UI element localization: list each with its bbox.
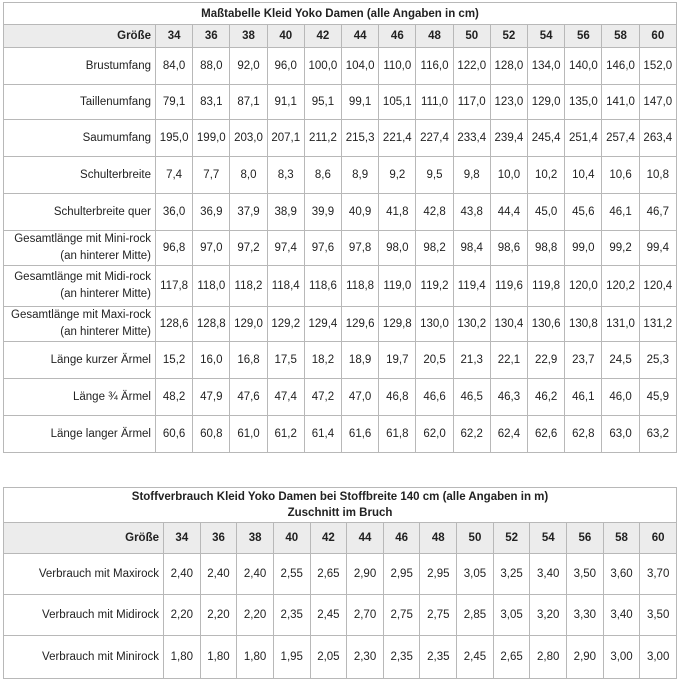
fabric-value-cell: 2,35 (273, 595, 310, 636)
measurement-value-cell: 47,4 (267, 379, 304, 416)
measurement-value-cell: 118,8 (342, 266, 379, 307)
measurement-row-label: Taillenumfang (4, 85, 156, 120)
measurement-value-cell: 84,0 (156, 48, 193, 85)
size-header-cell: 48 (416, 25, 453, 48)
measurement-value-cell: 215,3 (342, 120, 379, 157)
fabric-size-header-cell: 42 (310, 523, 347, 554)
measurement-row (4, 266, 677, 307)
measurement-value-cell: 97,4 (267, 231, 304, 266)
measurement-value-cell: 60,6 (156, 416, 193, 453)
fabric-value-cell: 2,70 (347, 595, 384, 636)
measurement-value-cell: 63,0 (602, 416, 639, 453)
measurement-value-cell: 118,0 (193, 266, 230, 307)
measurement-value-cell: 46,1 (565, 379, 602, 416)
fabric-row (4, 636, 677, 679)
measurement-value-cell: 199,0 (193, 120, 230, 157)
fabric-size-header-cell: 58 (603, 523, 640, 554)
measurement-value-cell: 251,4 (565, 120, 602, 157)
size-header-cell: 56 (565, 25, 602, 48)
measurement-value-cell: 16,8 (230, 342, 267, 379)
measurement-value-cell: 37,9 (230, 194, 267, 231)
measurement-value-cell: 135,0 (565, 85, 602, 120)
fabric-value-cell: 2,30 (347, 636, 384, 679)
measurement-value-cell: 46,5 (453, 379, 490, 416)
measurement-value-cell: 16,0 (193, 342, 230, 379)
fabric-subtitle-line: Zuschnitt im Bruch (287, 507, 393, 519)
fabric-value-cell: 3,60 (603, 554, 640, 595)
measurement-value-cell: 116,0 (416, 48, 453, 85)
measurement-value-cell: 221,4 (379, 120, 416, 157)
measurement-value-cell: 100,0 (304, 48, 341, 85)
measurement-value-cell: 97,2 (230, 231, 267, 266)
measurement-value-cell: 120,2 (602, 266, 639, 307)
measurement-value-cell: 47,2 (304, 379, 341, 416)
measurement-value-cell: 43,8 (453, 194, 490, 231)
measurement-value-cell: 10,2 (528, 157, 565, 194)
measurement-value-cell: 20,5 (416, 342, 453, 379)
measurement-value-cell: 99,1 (342, 85, 379, 120)
measurement-value-cell: 46,6 (416, 379, 453, 416)
size-header-cell: 38 (230, 25, 267, 48)
measurement-value-cell: 87,1 (230, 85, 267, 120)
measurement-value-cell: 19,7 (379, 342, 416, 379)
fabric-value-cell: 1,95 (273, 636, 310, 679)
fabric-value-cell: 3,05 (493, 595, 530, 636)
measurement-value-cell: 129,0 (230, 307, 267, 342)
fabric-value-cell: 3,00 (640, 636, 677, 679)
measurement-value-cell: 96,0 (267, 48, 304, 85)
size-header-cell: 40 (267, 25, 304, 48)
measurement-value-cell: 61,2 (267, 416, 304, 453)
measurement-value-cell: 128,6 (156, 307, 193, 342)
fabric-size-header-cell: 56 (567, 523, 604, 554)
measurement-value-cell: 46,0 (602, 379, 639, 416)
fabric-value-cell: 2,95 (420, 554, 457, 595)
measurement-value-cell: 239,4 (490, 120, 527, 157)
measurement-value-cell: 98,0 (379, 231, 416, 266)
measurement-value-cell: 118,2 (230, 266, 267, 307)
measurement-value-cell: 110,0 (379, 48, 416, 85)
measurement-value-cell: 97,6 (304, 231, 341, 266)
measurement-value-cell: 245,4 (528, 120, 565, 157)
fabric-row-label: Verbrauch mit Maxirock (4, 554, 164, 595)
measurement-value-cell: 128,0 (490, 48, 527, 85)
measurement-value-cell: 129,2 (267, 307, 304, 342)
measurement-value-cell: 8,6 (304, 157, 341, 194)
fabric-table-title (4, 488, 677, 523)
fabric-value-cell: 3,00 (603, 636, 640, 679)
measurement-row (4, 194, 677, 231)
measurement-value-cell: 7,4 (156, 157, 193, 194)
measurement-value-cell: 117,0 (453, 85, 490, 120)
measurement-value-cell: 22,9 (528, 342, 565, 379)
fabric-value-cell: 2,20 (237, 595, 274, 636)
size-header-cell: 52 (490, 25, 527, 48)
fabric-size-header-cell: 48 (420, 523, 457, 554)
measurement-value-cell: 25,3 (639, 342, 676, 379)
measurement-value-cell: 88,0 (193, 48, 230, 85)
measurement-row-label: Länge langer Ärmel (4, 416, 156, 453)
measurement-row-label: Brustumfang (4, 48, 156, 85)
measurement-value-cell: 61,6 (342, 416, 379, 453)
fabric-value-cell: 2,35 (383, 636, 420, 679)
measurement-value-cell: 7,7 (193, 157, 230, 194)
measurement-row-label: Schulterbreite (4, 157, 156, 194)
measurement-value-cell: 129,0 (528, 85, 565, 120)
measurement-value-cell: 62,0 (416, 416, 453, 453)
fabric-size-header-cell: 54 (530, 523, 567, 554)
measurement-value-cell: 62,6 (528, 416, 565, 453)
fabric-value-cell: 3,25 (493, 554, 530, 595)
fabric-size-header-cell: 40 (273, 523, 310, 554)
fabric-value-cell: 2,90 (347, 554, 384, 595)
fabric-value-cell: 1,80 (237, 636, 274, 679)
measurement-value-cell: 99,2 (602, 231, 639, 266)
measurement-value-cell: 62,4 (490, 416, 527, 453)
measurement-value-cell: 91,1 (267, 85, 304, 120)
measurement-value-cell: 10,8 (639, 157, 676, 194)
measurement-value-cell: 119,2 (416, 266, 453, 307)
measurement-value-cell: 45,0 (528, 194, 565, 231)
fabric-value-cell: 2,45 (457, 636, 494, 679)
measurement-row (4, 48, 677, 85)
measurement-value-cell: 83,1 (193, 85, 230, 120)
measurement-value-cell: 227,4 (416, 120, 453, 157)
measurement-value-cell: 119,8 (528, 266, 565, 307)
size-header-row (4, 25, 677, 48)
measurement-value-cell: 123,0 (490, 85, 527, 120)
measurement-value-cell: 61,8 (379, 416, 416, 453)
measurement-value-cell: 99,4 (639, 231, 676, 266)
measurement-row-label: Gesamtlänge mit Maxi-rock (an hinterer Mitte) (4, 307, 156, 342)
measurement-value-cell: 61,4 (304, 416, 341, 453)
measurement-value-cell: 47,6 (230, 379, 267, 416)
measurement-value-cell: 97,0 (193, 231, 230, 266)
measurement-value-cell: 36,9 (193, 194, 230, 231)
fabric-value-cell: 2,95 (383, 554, 420, 595)
measurement-value-cell: 46,1 (602, 194, 639, 231)
fabric-row-label: Verbrauch mit Midirock (4, 595, 164, 636)
measurement-value-cell: 60,8 (193, 416, 230, 453)
fabric-size-header-cell: 60 (640, 523, 677, 554)
measurement-value-cell: 62,8 (565, 416, 602, 453)
measurement-value-cell: 122,0 (453, 48, 490, 85)
measurement-value-cell: 79,1 (156, 85, 193, 120)
measurement-value-cell: 195,0 (156, 120, 193, 157)
measurement-value-cell: 257,4 (602, 120, 639, 157)
measurement-value-cell: 141,0 (602, 85, 639, 120)
measurement-value-cell: 118,6 (304, 266, 341, 307)
measurement-value-cell: 130,4 (490, 307, 527, 342)
measurement-value-cell: 129,4 (304, 307, 341, 342)
measurement-row (4, 231, 677, 266)
measurement-value-cell: 8,9 (342, 157, 379, 194)
measurement-value-cell: 8,3 (267, 157, 304, 194)
fabric-value-cell: 3,50 (567, 554, 604, 595)
measurement-value-cell: 120,4 (639, 266, 676, 307)
measurement-row (4, 85, 677, 120)
size-header-label: Größe (4, 25, 156, 48)
measurement-row (4, 342, 677, 379)
measurement-value-cell: 39,9 (304, 194, 341, 231)
fabric-row (4, 554, 677, 595)
measurement-value-cell: 118,4 (267, 266, 304, 307)
fabric-value-cell: 2,65 (493, 636, 530, 679)
measurement-table-title: Maßtabelle Kleid Yoko Damen (alle Angaben in cm) (4, 3, 677, 25)
measurement-value-cell: 130,6 (528, 307, 565, 342)
fabric-value-cell: 2,75 (420, 595, 457, 636)
fabric-size-header-cell: 52 (493, 523, 530, 554)
measurement-value-cell: 8,0 (230, 157, 267, 194)
fabric-value-cell: 2,80 (530, 636, 567, 679)
measurement-row (4, 416, 677, 453)
measurement-value-cell: 62,2 (453, 416, 490, 453)
measurement-value-cell: 98,8 (528, 231, 565, 266)
measurement-value-cell: 63,2 (639, 416, 676, 453)
measurement-value-cell: 129,6 (342, 307, 379, 342)
fabric-value-cell: 2,75 (383, 595, 420, 636)
measurement-value-cell: 10,6 (602, 157, 639, 194)
measurement-value-cell: 120,0 (565, 266, 602, 307)
measurement-value-cell: 130,8 (565, 307, 602, 342)
measurement-value-cell: 140,0 (565, 48, 602, 85)
measurement-value-cell: 152,0 (639, 48, 676, 85)
fabric-row (4, 595, 677, 636)
measurement-value-cell: 131,2 (639, 307, 676, 342)
measurement-value-cell: 263,4 (639, 120, 676, 157)
measurement-row (4, 120, 677, 157)
fabric-value-cell: 2,05 (310, 636, 347, 679)
fabric-value-cell: 3,50 (640, 595, 677, 636)
measurement-row-label: Länge kurzer Ärmel (4, 342, 156, 379)
fabric-size-header-cell: 46 (383, 523, 420, 554)
measurement-value-cell: 111,0 (416, 85, 453, 120)
fabric-value-cell: 3,20 (530, 595, 567, 636)
measurement-value-cell: 117,8 (156, 266, 193, 307)
fabric-size-header-label: Größe (4, 523, 164, 554)
fabric-value-cell: 1,80 (164, 636, 201, 679)
measurement-value-cell: 10,0 (490, 157, 527, 194)
size-header-cell: 58 (602, 25, 639, 48)
size-header-cell: 42 (304, 25, 341, 48)
measurement-value-cell: 131,0 (602, 307, 639, 342)
measurement-value-cell: 18,2 (304, 342, 341, 379)
measurement-row (4, 379, 677, 416)
measurement-value-cell: 24,5 (602, 342, 639, 379)
measurement-value-cell: 119,6 (490, 266, 527, 307)
fabric-value-cell: 2,85 (457, 595, 494, 636)
fabric-value-cell: 2,55 (273, 554, 310, 595)
fabric-table (3, 487, 677, 679)
measurement-value-cell: 45,6 (565, 194, 602, 231)
fabric-value-cell: 2,20 (200, 595, 237, 636)
measurement-value-cell: 17,5 (267, 342, 304, 379)
measurement-value-cell: 119,4 (453, 266, 490, 307)
size-header-cell: 54 (528, 25, 565, 48)
measurement-value-cell: 130,2 (453, 307, 490, 342)
measurement-value-cell: 134,0 (528, 48, 565, 85)
measurement-value-cell: 104,0 (342, 48, 379, 85)
fabric-size-header-cell: 44 (347, 523, 384, 554)
size-header-cell: 44 (342, 25, 379, 48)
measurement-value-cell: 130,0 (416, 307, 453, 342)
measurement-value-cell: 22,1 (490, 342, 527, 379)
size-header-cell: 46 (379, 25, 416, 48)
measurement-value-cell: 42,8 (416, 194, 453, 231)
fabric-title-line: Stoffverbrauch Kleid Yoko Damen bei Stoffbreite 140 cm (alle Angaben in m) (131, 491, 549, 503)
measurement-value-cell: 38,9 (267, 194, 304, 231)
measurement-table (3, 2, 677, 453)
measurement-value-cell: 146,0 (602, 48, 639, 85)
measurement-value-cell: 128,8 (193, 307, 230, 342)
measurement-row-label: Schulterbreite quer (4, 194, 156, 231)
measurement-value-cell: 23,7 (565, 342, 602, 379)
fabric-value-cell: 2,65 (310, 554, 347, 595)
measurement-value-cell: 9,2 (379, 157, 416, 194)
measurement-value-cell: 97,8 (342, 231, 379, 266)
measurement-value-cell: 129,8 (379, 307, 416, 342)
fabric-value-cell: 2,35 (420, 636, 457, 679)
measurement-value-cell: 211,2 (304, 120, 341, 157)
measurement-value-cell: 147,0 (639, 85, 676, 120)
fabric-size-header-row (4, 523, 677, 554)
measurement-value-cell: 105,1 (379, 85, 416, 120)
measurement-row-label: Saumumfang (4, 120, 156, 157)
measurement-value-cell: 46,2 (528, 379, 565, 416)
measurement-value-cell: 98,2 (416, 231, 453, 266)
fabric-size-header-cell: 34 (164, 523, 201, 554)
measurement-value-cell: 203,0 (230, 120, 267, 157)
measurement-value-cell: 119,0 (379, 266, 416, 307)
size-header-cell: 50 (453, 25, 490, 48)
measurement-value-cell: 10,4 (565, 157, 602, 194)
fabric-value-cell: 3,40 (603, 595, 640, 636)
size-header-cell: 60 (639, 25, 676, 48)
fabric-size-header-cell: 36 (200, 523, 237, 554)
measurement-value-cell: 41,8 (379, 194, 416, 231)
measurement-row-label: Länge ¾ Ärmel (4, 379, 156, 416)
measurement-value-cell: 18,9 (342, 342, 379, 379)
measurement-value-cell: 47,9 (193, 379, 230, 416)
fabric-value-cell: 1,80 (200, 636, 237, 679)
measurement-value-cell: 9,5 (416, 157, 453, 194)
fabric-value-cell: 2,45 (310, 595, 347, 636)
measurement-value-cell: 36,0 (156, 194, 193, 231)
fabric-value-cell: 2,40 (237, 554, 274, 595)
measurement-value-cell: 44,4 (490, 194, 527, 231)
measurement-value-cell: 61,0 (230, 416, 267, 453)
measurement-value-cell: 98,4 (453, 231, 490, 266)
fabric-value-cell: 3,05 (457, 554, 494, 595)
measurement-value-cell: 48,2 (156, 379, 193, 416)
measurement-row-label: Gesamtlänge mit Midi-rock (an hinterer Mitte) (4, 266, 156, 307)
fabric-size-header-cell: 38 (237, 523, 274, 554)
measurement-row-label: Gesamtlänge mit Mini-rock (an hinterer Mitte) (4, 231, 156, 266)
measurement-value-cell: 40,9 (342, 194, 379, 231)
measurement-value-cell: 46,7 (639, 194, 676, 231)
size-header-cell: 36 (193, 25, 230, 48)
measurement-value-cell: 98,6 (490, 231, 527, 266)
measurement-value-cell: 47,0 (342, 379, 379, 416)
measurement-value-cell: 96,8 (156, 231, 193, 266)
measurement-value-cell: 15,2 (156, 342, 193, 379)
fabric-value-cell: 3,70 (640, 554, 677, 595)
measurement-row (4, 307, 677, 342)
measurement-value-cell: 92,0 (230, 48, 267, 85)
measurement-value-cell: 45,9 (639, 379, 676, 416)
size-header-cell: 34 (156, 25, 193, 48)
fabric-size-header-cell: 50 (457, 523, 494, 554)
fabric-value-cell: 2,20 (164, 595, 201, 636)
measurement-value-cell: 21,3 (453, 342, 490, 379)
measurement-value-cell: 207,1 (267, 120, 304, 157)
measurement-value-cell: 99,0 (565, 231, 602, 266)
measurement-value-cell: 46,8 (379, 379, 416, 416)
fabric-value-cell: 3,40 (530, 554, 567, 595)
fabric-value-cell: 2,40 (200, 554, 237, 595)
measurement-value-cell: 46,3 (490, 379, 527, 416)
fabric-row-label: Verbrauch mit Minirock (4, 636, 164, 679)
measurement-row (4, 157, 677, 194)
fabric-value-cell: 3,30 (567, 595, 604, 636)
measurement-value-cell: 95,1 (304, 85, 341, 120)
measurement-value-cell: 9,8 (453, 157, 490, 194)
fabric-value-cell: 2,40 (164, 554, 201, 595)
fabric-value-cell: 2,90 (567, 636, 604, 679)
measurement-value-cell: 233,4 (453, 120, 490, 157)
